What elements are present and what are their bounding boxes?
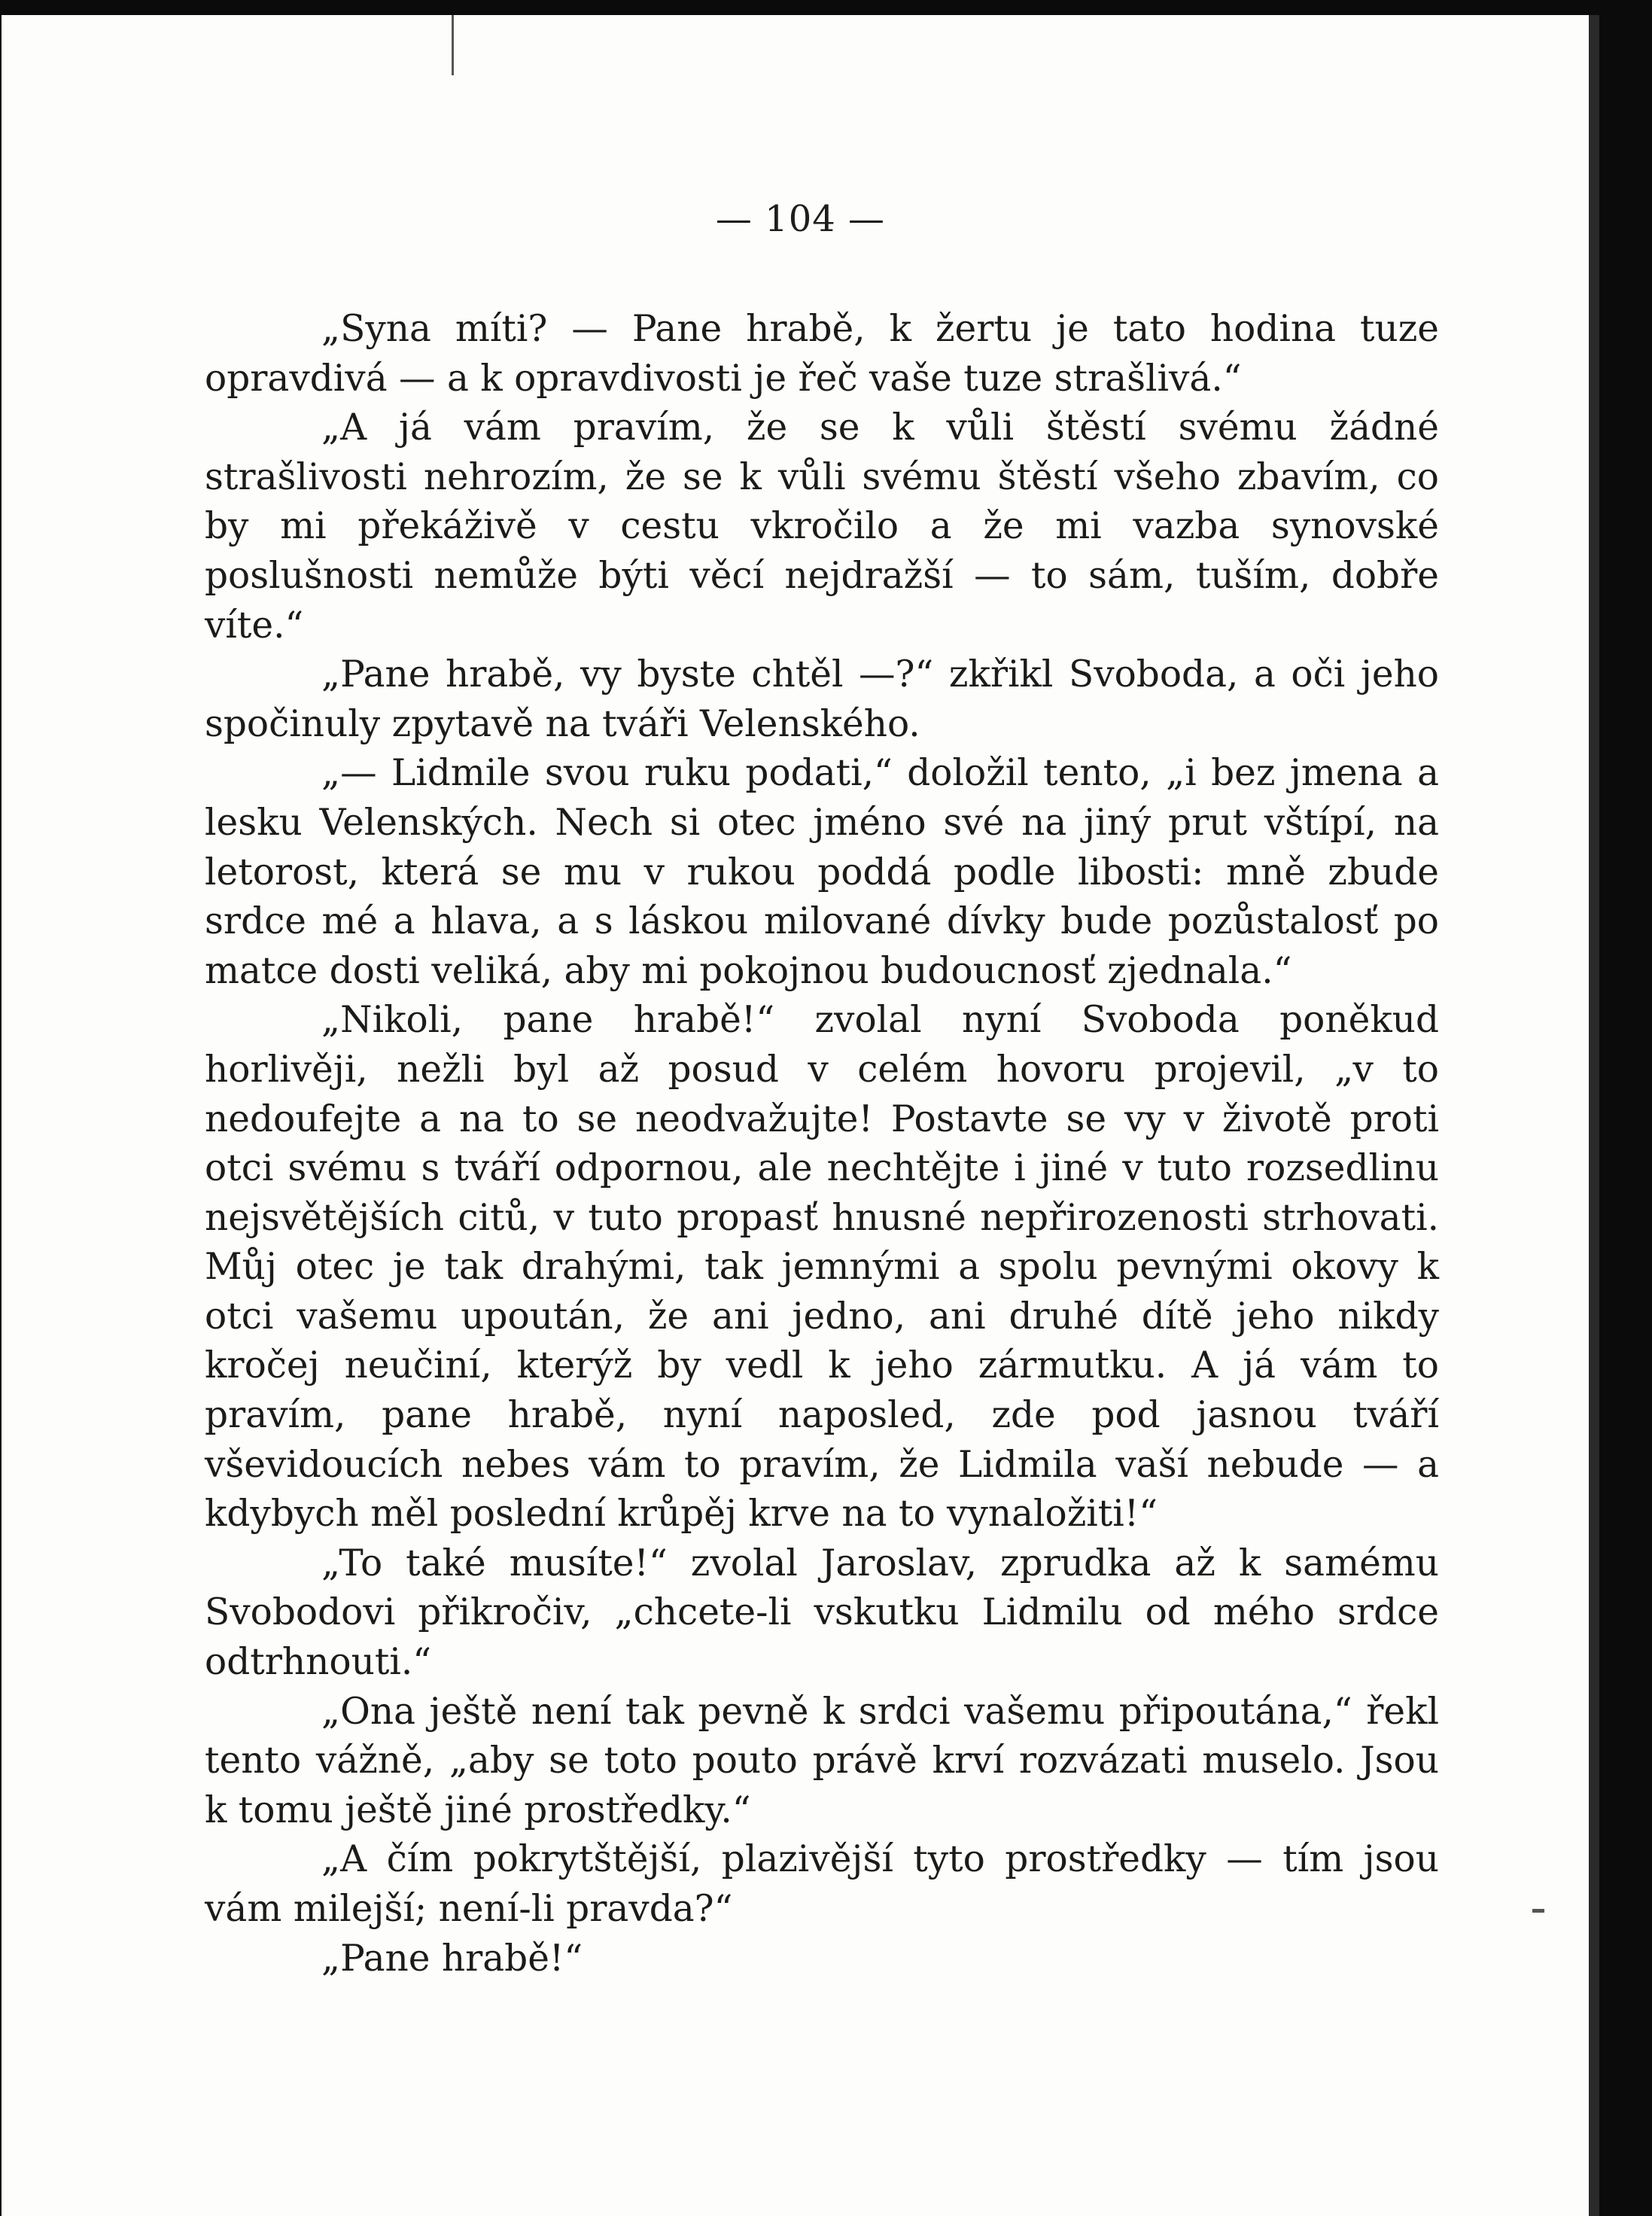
- page-edge-shadow: [1589, 15, 1599, 2216]
- paragraph: „Syna míti? — Pane hrabě, k žertu je tato hodina tuze opravdivá — a k opravdivosti je řeč vaše tuze strašlivá.“: [205, 308, 1439, 400]
- paragraph: „A já vám pravím, že se k vůli štěstí svému žádné strašlivosti nehrozím, že se k vůli svému štěstí všeho zbavím, co by mi překáživě v cestu vkročilo a že mi vazba synovské poslušnosti nemůže býti věcí nejdražší — to sám, tuším, dobře víte.“: [205, 406, 1439, 647]
- scan-artifact-mark: [452, 15, 454, 75]
- paragraph: „Nikoli, pane hrabě!“ zvolal nyní Svoboda poněkud horlivěji, nežli byl až posud v celém hovoru projevil, „v to nedoufejte a na to se neodvažujte! Postavte se vy v životě proti otci svému s tváří odpornou, ale nechtějte i jiné v tuto rozsedlinu nejsvětějších citů, v tuto propasť hnusné nepřirozenosti strhovati. Můj otec je tak drahými, tak jemnými a spolu pevnými okovy k otci vašemu upoután, že ani jedno, ani druhé dítě jeho nikdy kročej neučiní, kterýž by vedl k jeho zármutku. A já vám to pravím, pane hrabě, nyní naposled, zde pod jasnou tváří vševidoucích nebes vám to pravím, že Lidmila vaší nebude — a kdybych měl poslední krůpěj krve na to vynaložiti!“: [205, 999, 1439, 1536]
- paragraph: „Ona ještě není tak pevně k srdci vašemu připoutána,“ řekl tento vážně, „aby se toto pouto právě krví rozvázati muselo. Jsou k tomu ještě jiné prostředky.“: [205, 1690, 1439, 1831]
- paragraph: „— Lidmile svou ruku podati,“ doložil tento, „i bez jmena a lesku Velenských. Nech si otec jméno své na jiný prut vštípí, na letorost, která se mu v rukou poddá podle libosti: mně zbude srdce mé a hlava, a s láskou milované dívky bude pozůstalosť po matce dosti veliká, aby mi pokojnou budoucnosť zjednala.“: [205, 752, 1439, 992]
- paragraph: „To také musíte!“ zvolal Jaroslav, zprudka až k samému Svobodovi přikročiv, „chcete-li vskutku Lidmilu od mého srdce odtrhnouti.“: [205, 1542, 1439, 1684]
- scan-artifact-mark: [1532, 1909, 1544, 1913]
- paragraph: „Pane hrabě!“: [321, 1937, 583, 1980]
- paragraph: „A čím pokrytštější, plazivější tyto prostředky — tím jsou vám milejší; není-li pravda?“: [205, 1838, 1439, 1930]
- book-page: [2, 15, 1599, 2216]
- body-text: [205, 305, 1439, 1983]
- page-number: — 104 —: [715, 198, 886, 240]
- paragraph: „Pane hrabě, vy byste chtěl —?“ zkřikl Svoboda, a oči jeho spočinuly zpytavě na tváři Velenského.: [205, 653, 1439, 745]
